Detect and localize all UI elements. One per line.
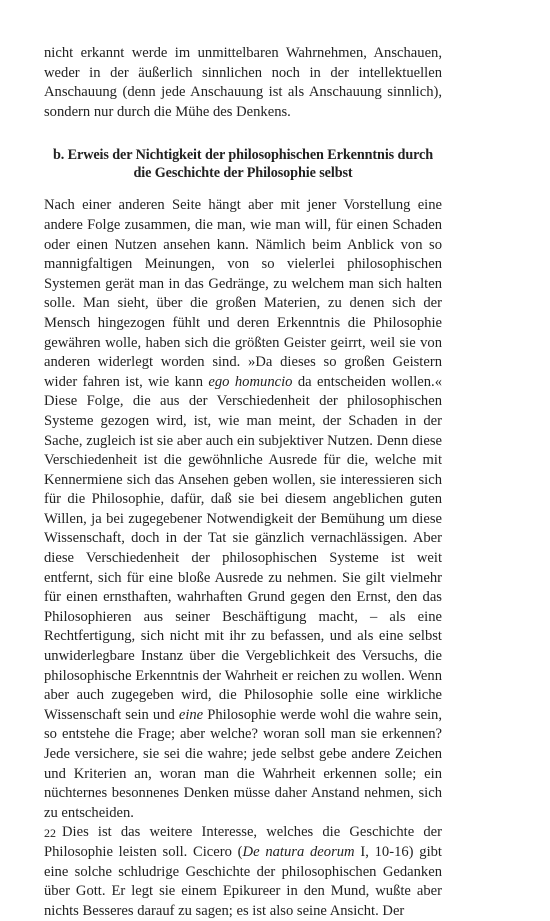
paragraph-1-italic-eine: eine [178,706,204,723]
paragraph-2-italic-title: De natura deorum [242,843,355,860]
paragraph-2-text-b: I, 10-16) gibt eine solche schludrige Geschichte der philosophischen Gedanken über Gott. Er legt sie einem Epikureer in den Mund, wußte aber nichts Besseres darauf zu sagen; es ist also seine Ansicht. Der [44,843,442,919]
paragraph-2-text-a: Dies ist das weitere Interesse, welches die Geschichte der Philosophie leisten soll. Cicero ( [44,824,442,860]
paragraph-1-text-a: Nach einer anderen Seite hängt aber mit jener Vorstellung eine andere Folge zusammen, die man, wie man will, für einen Schaden oder einen Nutzen ansehen kann. Nämlich beim Anblick von so mannigfaltigen Meinungen, von so vielerlei philosophischen Systemen gerät man in das Gedränge, zu welchem man sich halten solle. Man sieht, über die großen Materien, zu denen sich der Mensch hingezogen fühlt und deren Erkenntnis die Philosophie gewähren wolle, haben sich die größten Geister geirrt, weil sie von anderen widerlegt worden sind. »Da dieses so großen Geistern wider fahren ist, wie kann [44,197,442,390]
paragraph-1-italic-ego-homuncio: ego homuncio [208,373,293,390]
paragraph-1-text-c: Philosophie werde wohl die wahre sein, so entstehe die Frage; aber welche? woran soll man sie erkennen? Jede versichere, sie sei die wahre; jede selbst gebe andere Zeichen und Kriterien an, woran man die Wahrheit erkennen solle; ein nüchternes besonnenes Denken müsse daher Anstand nehmen, sich zu entscheiden. [44,706,442,821]
body-paragraph-2 [44,823,442,921]
lead-paragraph: nicht erkannt werde im unmittelbaren Wahrnehmen, Anschauen, weder in der äußerlich sinnlichen noch in der intellektuellen Anschauung (denn jede Anschauung ist als Anschauung sinnlich), sondern nur durch die Mühe des Denkens. [44,45,442,120]
paragraph-1-text-b: da entscheiden wollen.« Diese Folge, die aus der Verschiedenheit der philosophischen Systeme gezogen wird, ist, wie man meint, der Schaden in der Sache, zugleich ist sie aber auch ein subjektiver Nutzen. Denn diese Verschiedenheit ist die gewöhnliche Ausrede für die, welche mit Kennermiene sich das Ansehen geben wollen, sie interessieren sich für die Philosophie, dafür, daß sie bei diesem angeblichen guten Willen, ja bei zugegebener Notwendigkeit der Bemühung um diese Wissenschaft, doch in der Tat sie gänzlich vernachlässigen. Aber diese Verschiedenheit der philosophischen Systeme ist weit entfernt, sich für eine bloße Ausrede zu nehmen. Sie gilt vielmehr für einen ernsthaften, wahrhaften Grund gegen den Ernst, den das Philosophieren aus seiner Beschäftigung macht, – als eine Rechtfertigung, sich nicht mit ihr zu befassen, und als eine selbst unwiderlegbare Instanz über die Vergeblichkeit des Versuchs, die philosophische Erkenntnis der Wahrheit er reichen zu wollen. Wenn aber auch zugegeben wird, die Philosophie solle eine wirkliche Wissenschaft sein und [44,373,442,723]
section-heading-line-2: die Geschichte der Philosophie selbst [133,165,353,182]
section-heading-line-1: b. Erweis der Nichtigkeit der philosophischen Erkenntnis durch [52,147,434,164]
book-page [44,44,442,921]
body-paragraph-1 [44,196,442,823]
page-number: 22 [44,826,56,840]
section-heading [44,146,442,182]
